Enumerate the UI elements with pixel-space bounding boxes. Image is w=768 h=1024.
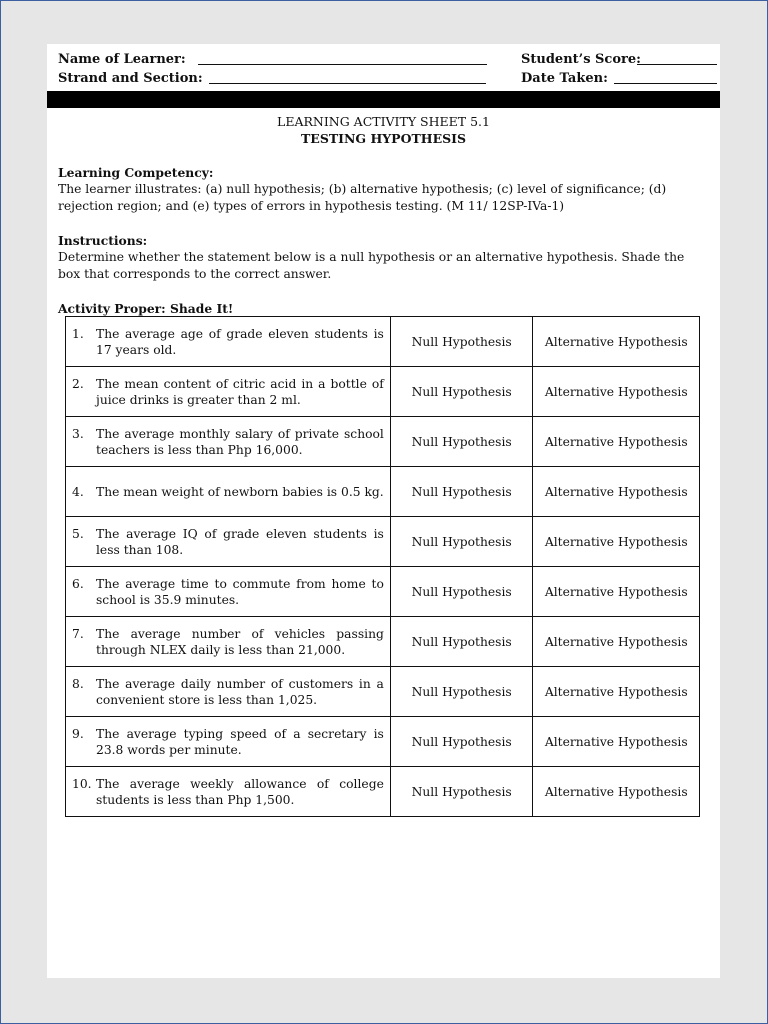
sheet-title-line1: LEARNING ACTIVITY SHEET 5.1	[277, 114, 490, 129]
null-hypothesis-box[interactable]: Null Hypothesis	[390, 317, 533, 367]
item-statement: The average weekly allowance of college students is less than Php 1,500.	[96, 776, 384, 807]
null-hypothesis-box[interactable]: Null Hypothesis	[390, 617, 533, 667]
students-score-label: Student’s Score:	[521, 52, 641, 67]
null-hypothesis-box[interactable]: Null Hypothesis	[390, 467, 533, 517]
null-hypothesis-box[interactable]: Null Hypothesis	[390, 767, 533, 817]
alternative-hypothesis-box[interactable]: Alternative Hypothesis	[533, 567, 700, 617]
learner-info-header	[58, 50, 720, 88]
item-statement: The average typing speed of a secretary is 23.8 words per minute.	[96, 726, 384, 757]
item-number: 6.	[72, 576, 84, 591]
worksheet-page	[47, 44, 720, 978]
item-number: 5.	[72, 526, 84, 541]
item-statement: The average daily number of customers in a convenient store is less than 1,025.	[96, 676, 384, 707]
name-of-learner-label: Name of Learner:	[58, 52, 186, 67]
alternative-hypothesis-box[interactable]: Alternative Hypothesis	[533, 317, 700, 367]
item-statement: The average IQ of grade eleven students is less than 108.	[96, 526, 384, 557]
alternative-hypothesis-box[interactable]: Alternative Hypothesis	[533, 517, 700, 567]
competency-heading: Learning Competency:	[58, 165, 214, 180]
null-hypothesis-box[interactable]: Null Hypothesis	[390, 517, 533, 567]
alternative-hypothesis-box[interactable]: Alternative Hypothesis	[533, 467, 700, 517]
table-row	[66, 617, 700, 667]
null-hypothesis-box[interactable]: Null Hypothesis	[390, 567, 533, 617]
null-hypothesis-box[interactable]: Null Hypothesis	[390, 667, 533, 717]
table-row	[66, 417, 700, 467]
table-row	[66, 317, 700, 367]
item-number: 10.	[72, 776, 92, 791]
statement-cell	[66, 767, 391, 817]
instructions-text: Determine whether the statement below is a null hypothesis or an alternative hypothesis. Shade the box that corresponds to the correct answer.	[58, 250, 685, 281]
statement-cell	[66, 367, 391, 417]
item-statement: The average number of vehicles passing through NLEX daily is less than 21,000.	[96, 626, 384, 657]
header-divider-bar	[47, 91, 720, 108]
strand-and-section-label: Strand and Section:	[58, 71, 203, 86]
table-row	[66, 717, 700, 767]
item-statement: The mean content of citric acid in a bottle of juice drinks is greater than 2 ml.	[96, 376, 384, 407]
date-taken-field[interactable]	[614, 83, 717, 84]
statement-cell	[66, 317, 391, 367]
statement-cell	[66, 717, 391, 767]
activity-table	[65, 316, 700, 817]
item-number: 3.	[72, 426, 84, 441]
item-number: 7.	[72, 626, 84, 641]
table-row	[66, 467, 700, 517]
table-row	[66, 667, 700, 717]
statement-cell	[66, 567, 391, 617]
null-hypothesis-box[interactable]: Null Hypothesis	[390, 367, 533, 417]
date-taken-label: Date Taken:	[521, 71, 608, 86]
item-number: 1.	[72, 326, 84, 341]
item-number: 8.	[72, 676, 84, 691]
statement-cell	[66, 467, 391, 517]
alternative-hypothesis-box[interactable]: Alternative Hypothesis	[533, 367, 700, 417]
item-number: 9.	[72, 726, 84, 741]
table-row	[66, 767, 700, 817]
worksheet-body	[58, 164, 710, 317]
table-row	[66, 567, 700, 617]
item-statement: The mean weight of newborn babies is 0.5 kg.	[96, 484, 384, 499]
table-row	[66, 367, 700, 417]
alternative-hypothesis-box[interactable]: Alternative Hypothesis	[533, 667, 700, 717]
competency-text: The learner illustrates: (a) null hypothesis; (b) alternative hypothesis; (c) level of significance; (d) rejection region; and (e) types of errors in hypothesis testing. (M 11/ 12SP-IVa-1)	[58, 182, 667, 213]
item-statement: The average time to commute from home to school is 35.9 minutes.	[96, 576, 384, 607]
statement-cell	[66, 417, 391, 467]
null-hypothesis-box[interactable]: Null Hypothesis	[390, 717, 533, 767]
alternative-hypothesis-box[interactable]: Alternative Hypothesis	[533, 767, 700, 817]
item-statement: The average age of grade eleven students is 17 years old.	[96, 326, 384, 357]
sheet-title-line2: TESTING HYPOTHESIS	[300, 131, 467, 146]
statement-cell	[66, 667, 391, 717]
item-number: 4.	[72, 484, 84, 499]
statement-cell	[66, 617, 391, 667]
item-statement: The average monthly salary of private school teachers is less than Php 16,000.	[96, 426, 384, 457]
students-score-field[interactable]	[637, 64, 717, 65]
sheet-title	[47, 113, 720, 147]
table-row	[66, 517, 700, 567]
alternative-hypothesis-box[interactable]: Alternative Hypothesis	[533, 417, 700, 467]
activity-heading: Activity Proper: Shade It!	[58, 301, 234, 316]
alternative-hypothesis-box[interactable]: Alternative Hypothesis	[533, 617, 700, 667]
alternative-hypothesis-box[interactable]: Alternative Hypothesis	[533, 717, 700, 767]
name-of-learner-field[interactable]	[198, 64, 487, 65]
strand-and-section-field[interactable]	[209, 83, 486, 84]
instructions-heading: Instructions:	[58, 233, 148, 248]
statement-cell	[66, 517, 391, 567]
null-hypothesis-box[interactable]: Null Hypothesis	[390, 417, 533, 467]
item-number: 2.	[72, 376, 84, 391]
